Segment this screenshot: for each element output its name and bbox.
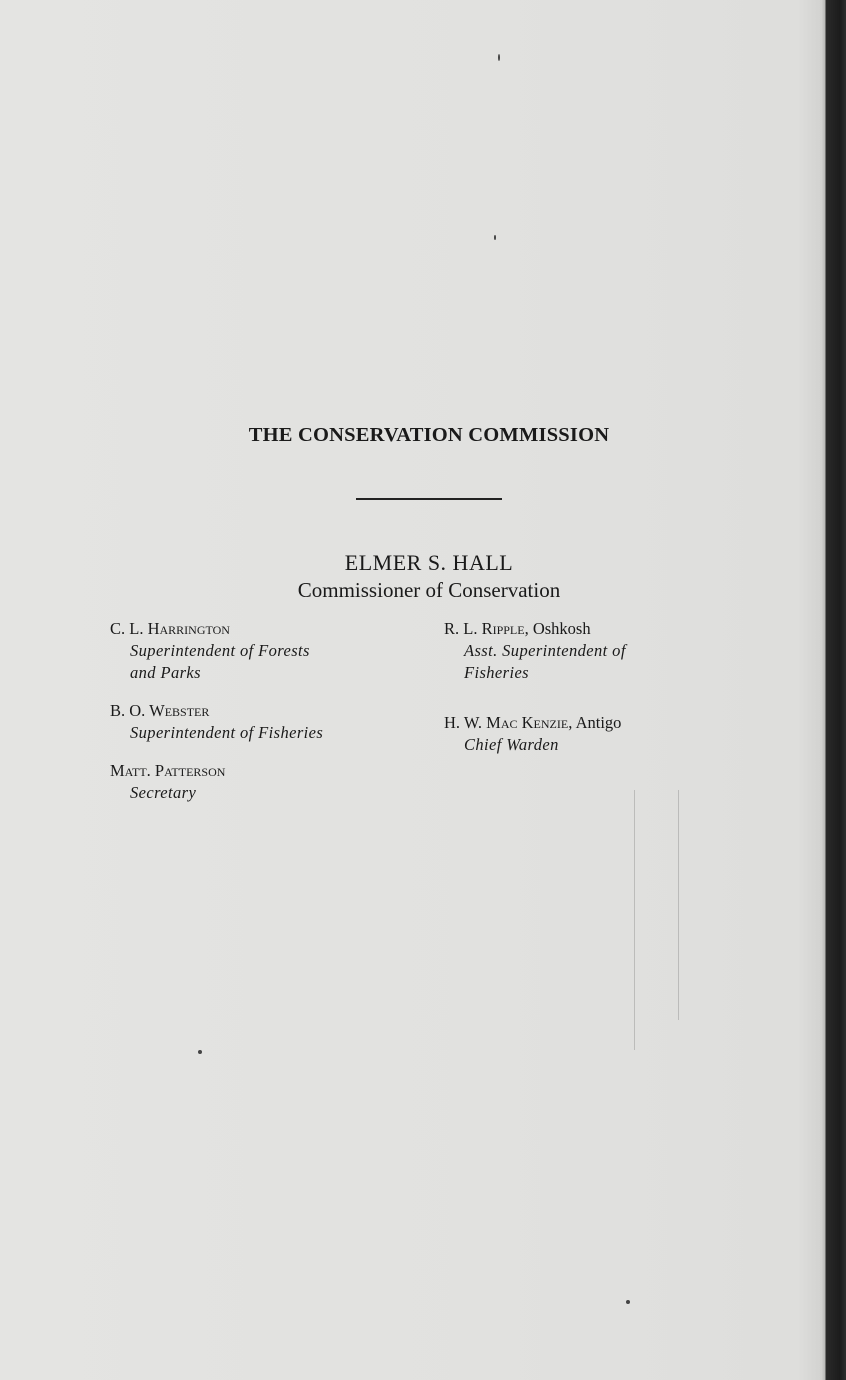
member-name: C. L. Harrington — [110, 619, 230, 638]
member-entry-webster — [110, 700, 323, 744]
paper-speck — [498, 54, 500, 61]
paper-speck — [626, 1300, 630, 1304]
member-name: B. O. Webster — [110, 701, 210, 720]
member-entry-ripple — [444, 618, 626, 684]
member-entry-mackenzie — [444, 712, 621, 756]
member-entry-harrington — [110, 618, 310, 684]
member-role: Chief Warden — [464, 735, 559, 754]
commissioner-title: Commissioner of Conservation — [297, 578, 561, 602]
member-role-continued: and Parks — [130, 663, 201, 682]
member-name-line: R. L. Ripple, Oshkosh — [444, 619, 591, 638]
paper-speck — [494, 235, 496, 240]
commission-title: THE CONSERVATION COMMISSION — [248, 424, 610, 446]
member-role: Asst. Superintendent of — [464, 641, 626, 660]
member-entry-patterson — [110, 760, 225, 804]
member-location: Oshkosh — [532, 619, 591, 638]
binding-edge — [822, 0, 846, 1380]
member-name: H. W. Mac Kenzie — [444, 713, 569, 732]
member-location: Antigo — [575, 713, 622, 732]
member-name: Matt. Patterson — [110, 761, 226, 780]
member-role: Superintendent of Forests — [130, 641, 310, 660]
paper-streak — [634, 790, 635, 1050]
member-role: Secretary — [130, 783, 197, 802]
member-role: Superintendent of Fisheries — [130, 723, 324, 742]
member-role-continued: Fisheries — [464, 663, 530, 682]
commissioner-name: ELMER S. HALL — [344, 550, 514, 575]
paper-streak — [678, 790, 679, 1020]
member-name-line: H. W. Mac Kenzie, Antigo — [444, 713, 622, 732]
member-name: R. L. Ripple — [444, 619, 525, 638]
title-divider — [356, 498, 502, 500]
paper-speck — [198, 1050, 202, 1054]
